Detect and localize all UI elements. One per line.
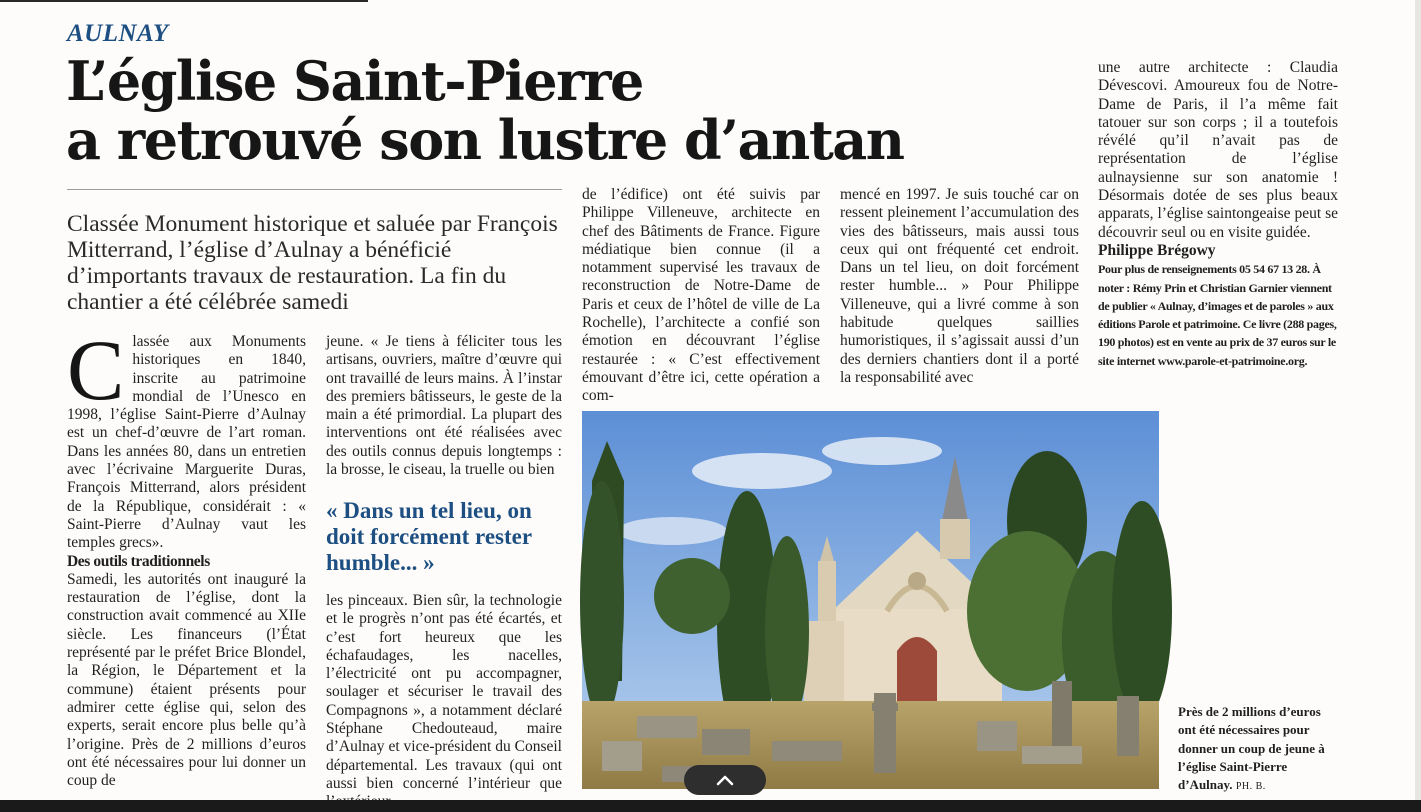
section-label: AULNAY [67, 20, 169, 47]
church-photo-illustration [582, 411, 1159, 789]
body-paragraph-3: les pinceaux. Bien sûr, la technologie et le progrès n’ont pas été écartés, et c’est fort heureux que les échafaudages, les nacelles, l’électricité ont pu accompagner, soulager et sécuriser le travail des Compagnons », a notamment déclaré Stéphane Chedouteaud, maire d’Aulnay et vice-président du Conseil départemental. Les travaux (qui ont aussi bien concerné l’intérieur que [326, 592, 562, 792]
intro-text: lassée aux Monuments historiques en 1840, inscrite au patrimoine mondial de l’Unesco en 1998, l’église Saint-Pierre d’Aulnay est un chef-d’œuvre de l’art roman. Dans les années 80, dans un entretien avec l’écrivaine Marguerite Duras, François Mitterrand, alors président de la République, considérait : « Saint-Pierre d’Aulnay vaut les temples grecs». [67, 333, 306, 552]
column-2-bottom [326, 592, 562, 812]
column-3 [582, 186, 820, 406]
body-paragraph-2: jeune. « Je tiens à féliciter tous les artisans, ouvriers, maître d’œuvre qui ont travaillé de leurs mains. À l’instar des premiers bâtisseurs, le geste de la main a été primordial. La plupart des interventions ont été réalisées avec des outils connus depuis longtemps : la brosse, le ciseau, la truelle ou bien [326, 333, 562, 479]
subheading: Des outils traditionnels [67, 552, 210, 570]
body-paragraph-5: mencé en 1997. Je suis touché car on ressent pleinement l’accumulation des vies des bâtisseurs, mais aussi tous ceux qui ont fréquenté cet endroit. Dans un tel lieu, on doit forcément rester humble... » Pour Philippe Villeneuve, qui a livré comme à son habitude quelques saillies humoristiques, il s’agissait aussi d’un des derniers chantiers dont il a porté la responsabilité avec [840, 186, 1079, 386]
intro-paragraph [67, 322, 306, 553]
chevron-up-icon [715, 774, 735, 786]
bottom-bar [0, 800, 1421, 811]
headline [66, 49, 904, 172]
photo-caption [1178, 703, 1340, 796]
top-divider [0, 0, 368, 2]
standfirst: Classée Monument historique et saluée par François Mitterrand, l’église d’Aulnay a bénéficié d’importants travaux de restauration. La fin du chantier a été célébrée samedi [67, 211, 558, 315]
caption-text: Près de 2 millions d’euros ont été nécessaires pour donner un coup de jeune à l’église Saint-Pierre d’Aulnay. [1178, 704, 1325, 793]
byline: Philippe Brégowy [1098, 241, 1216, 259]
body-paragraph-4: de l’édifice) ont été suivis par Philippe Villeneuve, architecte en chef des Bâtiments de France. Figure médiatique bien connue (il a notamment supervisé les travaux de reconstruction de Notre-Dame de Paris et ceux de l’hôtel de ville de La Rochelle), l’architecte a confié son émotion en découvrant l’église restaurée : « C’est effectivement émouvant d’être ici, cette opération a com- [582, 186, 820, 405]
page-edge [1415, 0, 1421, 800]
body-paragraph-1: Samedi, les autorités ont inauguré la restauration de l’église, dont la construction avait commencé au XIIe siècle. Les financeurs (l’État représenté par le préfet Brice Blondel, la Région, le Département et la commune) étaient présents pour admirer cette église qui, selon des experts, serait encore plus belle qu’à l’origine. Près de 2 millions d’euros ont été nécessaires pour lui donner un coup de [67, 570, 306, 790]
info-box: Pour plus de renseignements 05 54 67 13 28. À noter : Rémy Prin et Christian Garnier viennent de publier « Aulnay, d’images et de paroles » aux éditions Parole et patrimoine. Ce livre (288 pages, 190 photos) est en vente au prix de 37 euros sur le site internet www.parole-et-patrimoine.org. [1098, 262, 1337, 368]
headline-line-1: L’église Saint-Pierre [66, 49, 643, 113]
headline-rule [67, 189, 562, 190]
pull-quote: « Dans un tel lieu, on doit forcément rester humble... » [326, 498, 532, 575]
column-5 [1098, 59, 1338, 370]
scroll-up-button[interactable] [684, 765, 766, 795]
photo-credit: PH. B. [1235, 781, 1266, 793]
drop-cap: C [67, 322, 125, 418]
church-photo [582, 411, 1159, 789]
body-paragraph-6: une autre architecte : Claudia Dévescovi. Amoureux fou de Notre-Dame de Paris, il l’a même fait tatouer sur son corps ; il a toutefois révélé qu’il n’avait pas de représentation de l’église aulnaysienne sur son anatomie ! Désormais dotée de ses plus beaux apparats, l’église saintongeaise peut se découvrir seul ou en visite guidée. [1098, 59, 1338, 241]
headline-line-2: a retrouvé son lustre d’antan [66, 108, 904, 172]
column-4 [840, 186, 1079, 387]
column-2-top [326, 333, 562, 479]
column-1 [67, 322, 306, 790]
